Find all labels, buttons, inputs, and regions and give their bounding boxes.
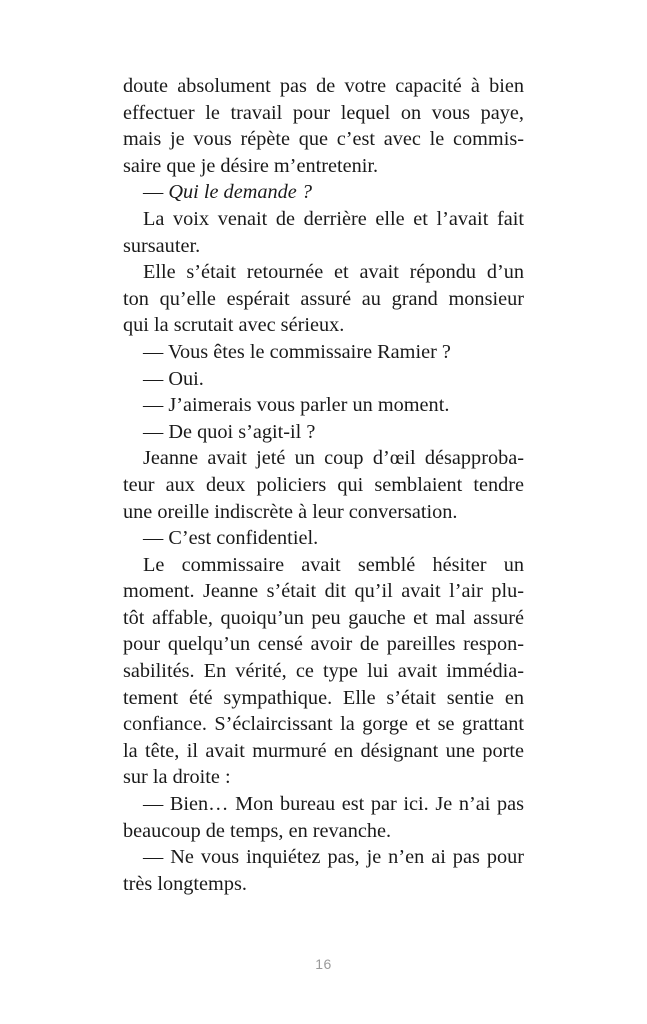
text-line: moment. Jeanne s’était dit qu’il avait l’air plu- [123, 580, 524, 603]
text-line: mais je vous répète que c’est avec le commis- [123, 128, 524, 151]
dialogue-line: — Bien… Mon bureau est par ici. Je n’ai pas [143, 793, 524, 816]
text-line: effectuer le travail pour lequel on vous paye, [123, 101, 524, 124]
text-line: Elle s’était retournée et avait répondu d’un [143, 261, 524, 284]
dialogue-line: — J’aimerais vous parler un moment. [143, 394, 450, 417]
page-number: 16 [315, 956, 332, 972]
body-text [123, 73, 524, 897]
text-line: saire que je désire m’entretenir. [123, 154, 379, 177]
text-line: sursauter. [123, 234, 201, 257]
text-line: qui la scrutait avec sérieux. [123, 314, 345, 337]
text-line: pour quelqu’un censé avoir de pareilles respon- [123, 633, 524, 656]
text-line: Le commissaire avait semblé hésiter un [143, 553, 524, 576]
dialogue-line [123, 179, 524, 206]
text-line: une oreille indiscrète à leur conversation. [123, 500, 458, 523]
dialogue-line: — C’est confidentiel. [143, 527, 319, 550]
text-line: confiance. S’éclaircissant la gorge et se grattant [123, 713, 524, 736]
text-line: sur la droite : [123, 766, 231, 789]
text-line: la tête, il avait murmuré en désignant une porte [123, 739, 524, 762]
dialogue-line: — De quoi s’agit-il ? [143, 420, 316, 443]
text-line: doute absolument pas de votre capacité à bien [123, 75, 524, 97]
dialogue-line: — Vous êtes le commissaire Ramier ? [143, 340, 451, 363]
italic-speech: Qui le demande ? [168, 181, 312, 204]
text-line: très longtemps. [123, 872, 247, 895]
text-line: teur aux deux policiers qui semblaient tendre [123, 473, 524, 496]
dialogue-line: — Ne vous inquiétez pas, je n’en ai pas pour [143, 846, 524, 869]
text-line: tement été sympathique. Elle s’était sentie en [123, 686, 524, 709]
text-line: Jeanne avait jeté un coup d’œil désapproba- [143, 447, 524, 470]
text-line: tôt affable, quoiqu’un peu gauche et mal assuré [123, 606, 524, 629]
text-line: La voix venait de derrière elle et l’avait fait [143, 207, 524, 230]
dialogue-line: — Oui. [143, 367, 204, 390]
text-line: sabilités. En vérité, ce type lui avait immédia- [123, 660, 524, 683]
text-line: beaucoup de temps, en revanche. [123, 819, 392, 842]
text-line: ton qu’elle espérait assuré au grand monsieur [123, 287, 524, 310]
dialogue-dash: — [143, 181, 169, 204]
